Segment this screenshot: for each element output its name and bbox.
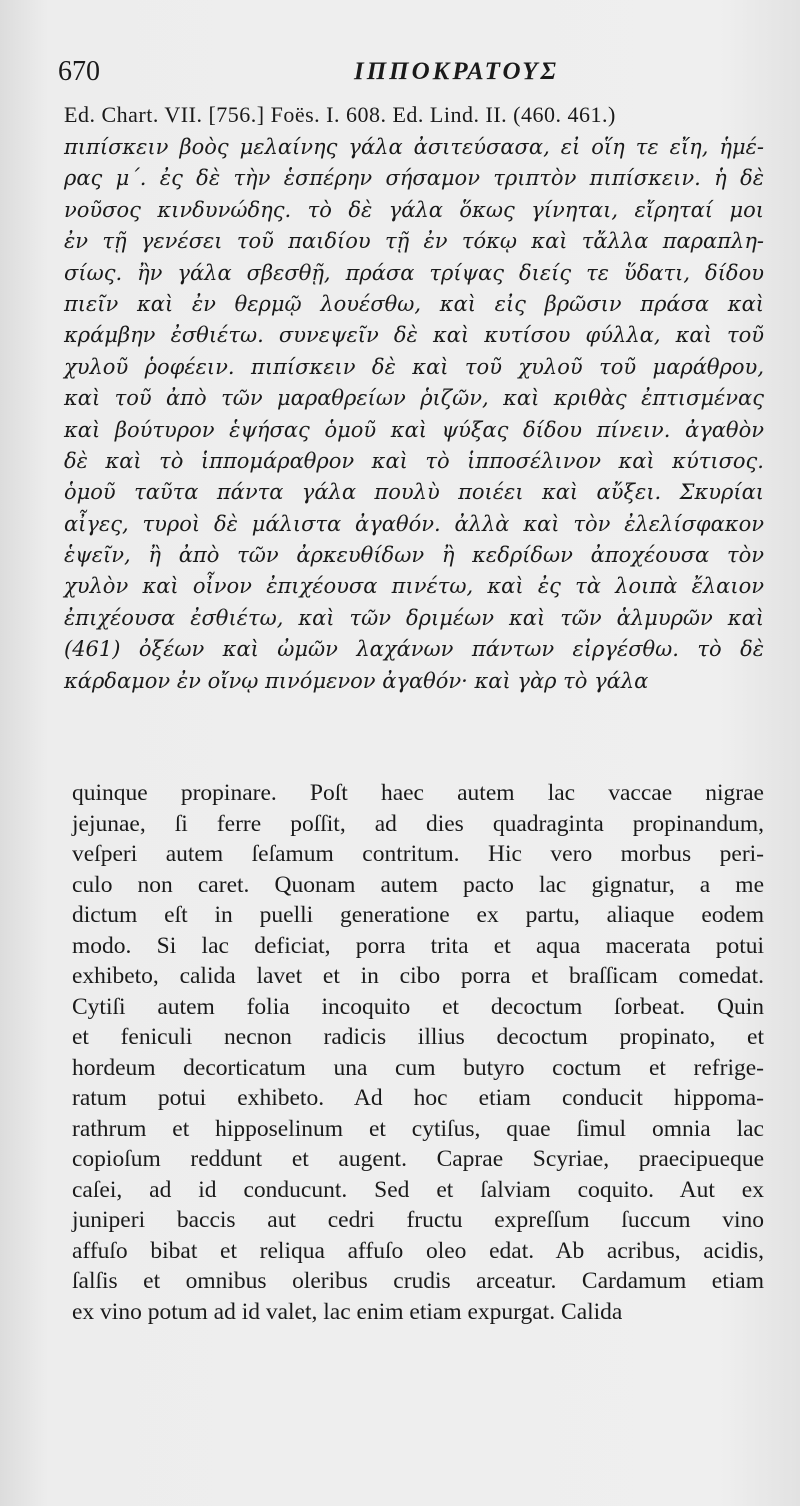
- latin-line: et feniculi necnon radicis illius decoctum propinato, et: [72, 1024, 764, 1050]
- greek-line: ὁμοῦ ταῦτα πάντα γάλα πουλὺ ποιέει καὶ αὔξει. Σκυρίαι: [64, 480, 764, 505]
- greek-line: νοῦσος κινδυνώδης. τὸ δὲ γάλα ὅκως γίνηται, εἴρηταί μοι: [64, 197, 764, 222]
- greek-line: πιπίσκειν βοὸς μελαίνης γάλα ἀσιτεύσασα, εἰ οἵη τε εἴη, ἡμέ-: [64, 135, 764, 159]
- latin-line: Cytiſi autem folia incoquito et decoctum ſorbeat. Quin: [72, 993, 764, 1020]
- greek-line: χυλὸν καὶ οἶνον ἐπιχέουσα πινέτω, καὶ ἐς τὰ λοιπὰ ἔλαιον: [64, 574, 764, 599]
- greek-line: ἑψεῖν, ἢ ἀπὸ τῶν ἀρκευθίδων ἢ κεδρίδων ἀποχέουσα τὸν: [64, 543, 764, 568]
- latin-line: ſalſis et omnibus oleribus crudis arceatur. Cardamum etiam: [72, 1268, 764, 1294]
- latin-line: hordeum decorticatum una cum butyro coctum et refrige-: [72, 1054, 764, 1081]
- greek-line: πιεῖν καὶ ἐν θερμῷ λουέσθω, καὶ εἰς βρῶσιν πράσα καὶ: [64, 291, 764, 316]
- greek-line: χυλοῦ ῥοφέειν. πιπίσκειν δὲ καὶ τοῦ χυλοῦ τοῦ μαράθρου,: [64, 354, 764, 379]
- page-header: [58, 56, 762, 96]
- latin-line: veſperi autem ſeſamum contritum. Hic vero morbus peri-: [72, 841, 764, 867]
- greek-line: αἶγες, τυροὶ δὲ μάλιστα ἀγαθόν. ἀλλὰ καὶ τὸν ἐλελίσφακον: [64, 511, 764, 536]
- latin-line: rathrum et hipposelinum et cytiſus, quae ſimul omnia lac: [72, 1115, 764, 1142]
- greek-text-block: [64, 132, 764, 697]
- latin-line: culo non caret. Quonam autem pacto lac gignatur, a me: [72, 871, 764, 898]
- greek-line: κράμβην ἐσθιέτω. συνεψεῖν δὲ καὶ κυτίσου φύλλα, καὶ τοῦ: [64, 323, 764, 348]
- latin-text-block: [72, 778, 764, 1327]
- latin-line: affuſo bibat et reliqua affuſo oleo edat. Ab acribus, acidis,: [72, 1237, 764, 1264]
- latin-line: jejunae, ſi ferre poſſit, ad dies quadraginta propinandum,: [72, 810, 764, 837]
- greek-line: ρας μ΄. ἐς δὲ τὴν ἑσπέρην σήσαμον τριπτὸν πιπίσκειν. ἡ δὲ: [64, 166, 764, 191]
- edition-reference-line: Ed. Chart. VII. [756.] Foës. I. 608. Ed. Lind. II. (460. 461.): [64, 102, 616, 127]
- latin-line: caſei, ad id conducunt. Sed et ſalviam coquito. Aut ex: [72, 1176, 764, 1203]
- latin-line: ratum potui exhibeto. Ad hoc etiam conducit hippoma-: [72, 1085, 764, 1111]
- latin-line: ex vino potum ad id valet, lac enim etiam expurgat. Calida: [72, 1298, 623, 1325]
- running-title: ΙΠΠΟΚΡΑΤΟΥΣ: [354, 58, 559, 85]
- latin-line: quinque propinare. Poſt haec autem lac vaccae nigrae: [72, 780, 764, 806]
- greek-line: καὶ βούτυρον ἑψήσας ὁμοῦ καὶ ψύξας δίδου πίνειν. ἀγαθὸν: [64, 417, 764, 442]
- greek-line: ἐν τῇ γενέσει τοῦ παιδίου τῇ ἐν τόκῳ καὶ τἄλλα παραπλη-: [64, 229, 764, 254]
- greek-line: καὶ τοῦ ἀπὸ τῶν μαραθρείων ῥιζῶν, καὶ κριθὰς ἐπτισμένας: [64, 386, 764, 411]
- latin-line: copioſum reddunt et augent. Caprae Scyriae, praecipueque: [72, 1146, 764, 1172]
- greek-line: ἐπιχέουσα ἐσθιέτω, καὶ τῶν δριμέων καὶ τῶν ἁλμυρῶν καὶ: [64, 605, 764, 630]
- latin-line: juniperi baccis aut cedri fructu expreſſum ſuccum vino: [72, 1207, 764, 1233]
- greek-line: κάρδαμον ἐν οἴνῳ πινόμενον ἀγαθόν· καὶ γὰρ τὸ γάλα: [64, 668, 649, 693]
- latin-line: exhibeto, calida lavet et in cibo porra et braſſicam comedat.: [72, 963, 764, 989]
- page-number: 670: [58, 56, 100, 87]
- latin-line: dictum eſt in puelli generatione ex partu, aliaque eodem: [72, 902, 764, 928]
- latin-line: modo. Si lac deficiat, porra trita et aqua macerata potui: [72, 932, 764, 959]
- greek-line: (461) ὀξέων καὶ ὠμῶν λαχάνων πάντων εἰργέσθω. τὸ δὲ: [64, 637, 764, 662]
- greek-line: δὲ καὶ τὸ ἱππομάραθρον καὶ τὸ ἱπποσέλινον καὶ κύτισος.: [64, 448, 764, 473]
- greek-line: σίως. ἢν γάλα σβεσθῇ, πράσα τρίψας διείς τε ὕδατι, δίδου: [64, 260, 764, 285]
